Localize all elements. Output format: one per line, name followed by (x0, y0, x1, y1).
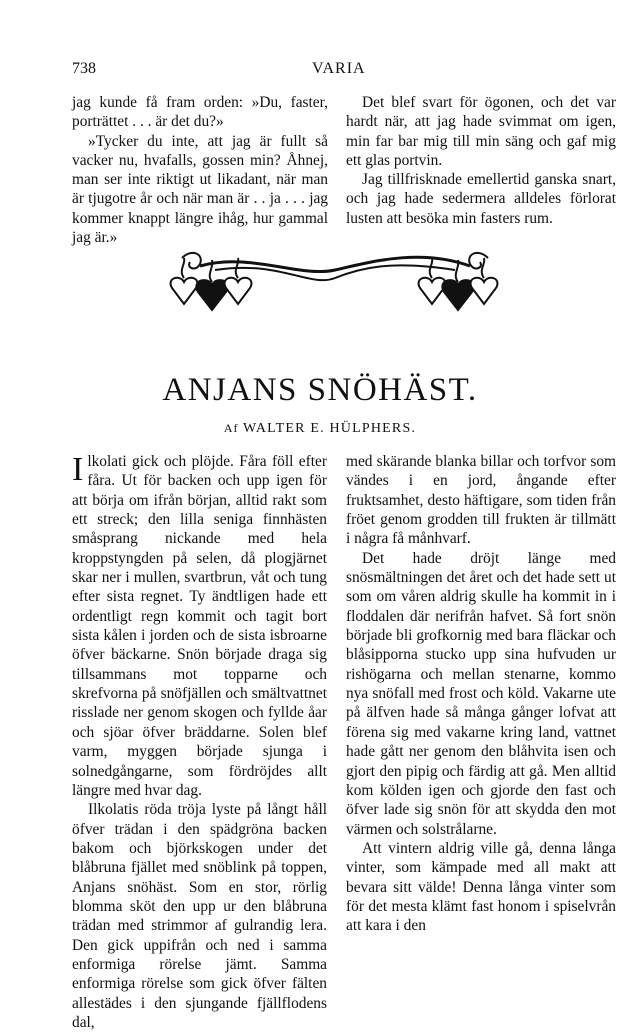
decorative-divider-icon (160, 248, 510, 323)
paragraph: jag kunde få fram orden: »Du, faster, porträttet . . . är det du?» (72, 94, 328, 131)
byline (0, 421, 640, 437)
article-right-column (346, 452, 616, 936)
paragraph: med skärande blanka billar och torfvor som vändes i en jord, ångande efter fruktsamhet, desto häftigare, som tiden från fröet genom grodden till frukten är tillmätt i några få månhvarf. (346, 453, 616, 548)
paragraph: Det hade dröjt länge med snösmältningen det året och det hade sett ut som om våren aldrig skulle ha kommit in i floddalen där nerifrån hafvet. Så fort snön började bli grofkornig med bara fläckar och blåsipporna stucko upp sina hufvuden ur rishögarna och mellan stenarne, kommo nya snöfall med frost och köld. Vakarne ute på älfven hade så många gånger lofvat att förena sig med vakarne kring land, vattnet hade gått ner genom den blåhvita isen och gjort den pipig och färdig att gå. Men alltid kom kölden igen och gjorde den fast och öfver lade sig snön för att skydda den mot värmen och solstrålarne. (346, 549, 616, 838)
paragraph: Att vintern aldrig ville gå, denna långa vinter, som kämpade med all makt att bevara sitt välde! Denna långa vinter som för det mesta klämt fast honom i spiselvrån att kara i den (346, 839, 616, 935)
previous-story-left-column (72, 93, 328, 247)
paragraph: Ilkolatis röda tröja lyste på långt håll öfver trädan i den spädgröna backen bakom och björkskogen under det blåbruna fjället med snöblink på toppen, Anjans snöhäst. Som en stor, rörlig blomma sköt den upp ur den blåbruna trädan med strimmor af gulrandig lera. Den gick uppifrån och ned i samma enformiga rörelse jämt. Samma enformiga rörelse som gick öfver fälten allestädes i den sjungande fjällflodens dal, (72, 801, 327, 1031)
paragraph-text: lkolati gick och plöjde. Fåra föll efter fåra. Ut för backen och upp igen för att börja om ifrån början, alltid rakt som ett streck; den lilla seniga finnhästen småsprang nickande med hela kroppstyngden på selen, då plogjärnet skar ner i mullen, svartbrun, våt och tung efter sista regnet. Ty ändtligen hade ett ordentligt regn kommit och tagit bort sista kålen i jorden och de sista isbroarne öfver bäckarne. Snön började draga sig tillsammans mot topparne och skrefvorna på snöfjällen och smältvattnet risslade ner genom skogen och fyllde åar och sjöar öfver bräddarne. Solen blef varm, myggen började sjunga i solnedgångarne, som fördröjdes allt längre med hvar dag. (72, 453, 327, 799)
paragraph: Jag tillfrisknade emellertid ganska snart, och jag hade sedermera alldeles förlorat lusten att besöka min fasters rum. (346, 171, 616, 227)
page-number: 738 (72, 60, 96, 77)
paragraph: »Tycker du inte, att jag är fullt så vacker nu, hvafalls, gossen min? Åhnej, man ser inte riktigt ut likadant, när man är tjugotre år och när man är . . ja . . . jag kommer knappt längre ihåg, hur gammal jag är.» (72, 132, 328, 247)
page-header (72, 60, 610, 80)
paragraph: Det blef svart för ögonen, och det var hardt när, att jag hade svimmat om igen, min far bar mig till min säng och gaf mig ett glas portvin. (346, 94, 616, 169)
article-left-column (72, 452, 327, 1032)
previous-story-right-column (346, 93, 616, 228)
article-title: ANJANS SNÖHÄST. (162, 372, 478, 408)
running-head: VARIA (312, 60, 366, 77)
drop-cap: I (72, 451, 84, 488)
paragraph (72, 452, 327, 800)
byline-prefix: Af (223, 421, 239, 435)
author-name: WALTER E. HÜLPHERS. (242, 421, 417, 436)
